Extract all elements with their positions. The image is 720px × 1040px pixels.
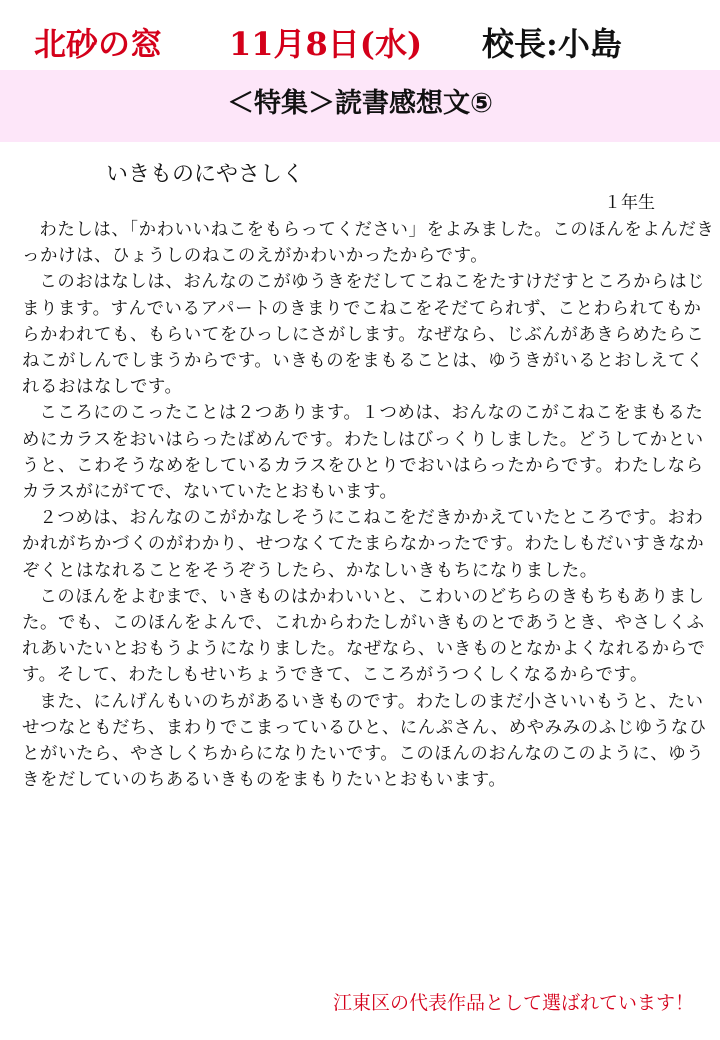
author-grade: １年生 (604, 193, 655, 213)
newsletter-title: 北砂の窓 (34, 25, 163, 63)
feature-title: ＜特集＞読書感想文⑤ (227, 88, 493, 119)
award-note: 江東区の代表作品として選ばれています！ (332, 992, 694, 1014)
essay-paragraph: このほんをよむまで、いきものはかわいいと、こわいのどちらのきもちもありました。でも、このほんをよんで、これからわたしがいきものとであうとき、やさしくふれあいたいとおもうようになりました。なぜなら、いきものとなかよくなれるからです。そして、わたしもせいちょうできて、こころがうつくしくなるからです。 (22, 586, 706, 686)
essay-title: いきものにやさしく (106, 162, 305, 187)
essay-body (22, 217, 716, 793)
essay-paragraph: このおはなしは、おんなのこがゆうきをだしてこねこをたすけだすところからはじまります。すんでいるアパートのきまりでこねこをそだてられず、ことわられてもからかわれても、もらいてをひっしにさがします。なぜなら、じぶんがあきらめたらこねこがしんでしまうからです。いきものをまもることは、ゆうきがいるとおしえてくれるおはなしです。 (22, 272, 706, 398)
principal-name: 校長:小島 (482, 25, 622, 63)
feature-banner (0, 70, 720, 142)
issue-date: 11月8日(水) (229, 25, 423, 63)
essay-paragraph: ２つめは、おんなのこがかなしそうにこねこをだきかかえていたところです。おわかれがちかづくのがわかり、せつなくてたまらなかったです。わたしもだいすきなかぞくとはなれることをそうぞうしたら、かなしいきもちになりました。 (22, 508, 705, 581)
essay-paragraph: また、にんげんもいのちがあるいきものです。わたしのまだ小さいいもうと、たいせつなともだち、まわりでこまっているひと、にんぷさん、めやみみのふじゆうなひとがいたら、やさしくちからになりたいです。このほんのおんなのこのように、ゆうきをだしていのちあるいきものをまもりたいとおもいます。 (22, 691, 707, 791)
essay-paragraph: こころにのこったことは２つあります。１つめは、おんなのこがこねこをまもるためにカラスをおいはらったばめんです。わたしはびっくりしました。どうしてかというと、こわそうなめをしているカラスをひとりでおいはらったからです。わたしならカラスがにがてで、ないていたとおもいます。 (22, 403, 704, 503)
essay-paragraph: わたしは、「かわいいねこをもらってください」をよみました。このほんをよんだきっかけは、ひょうしのねこのえがかわいかったからです。 (22, 220, 715, 267)
newsletter-header (34, 22, 714, 66)
